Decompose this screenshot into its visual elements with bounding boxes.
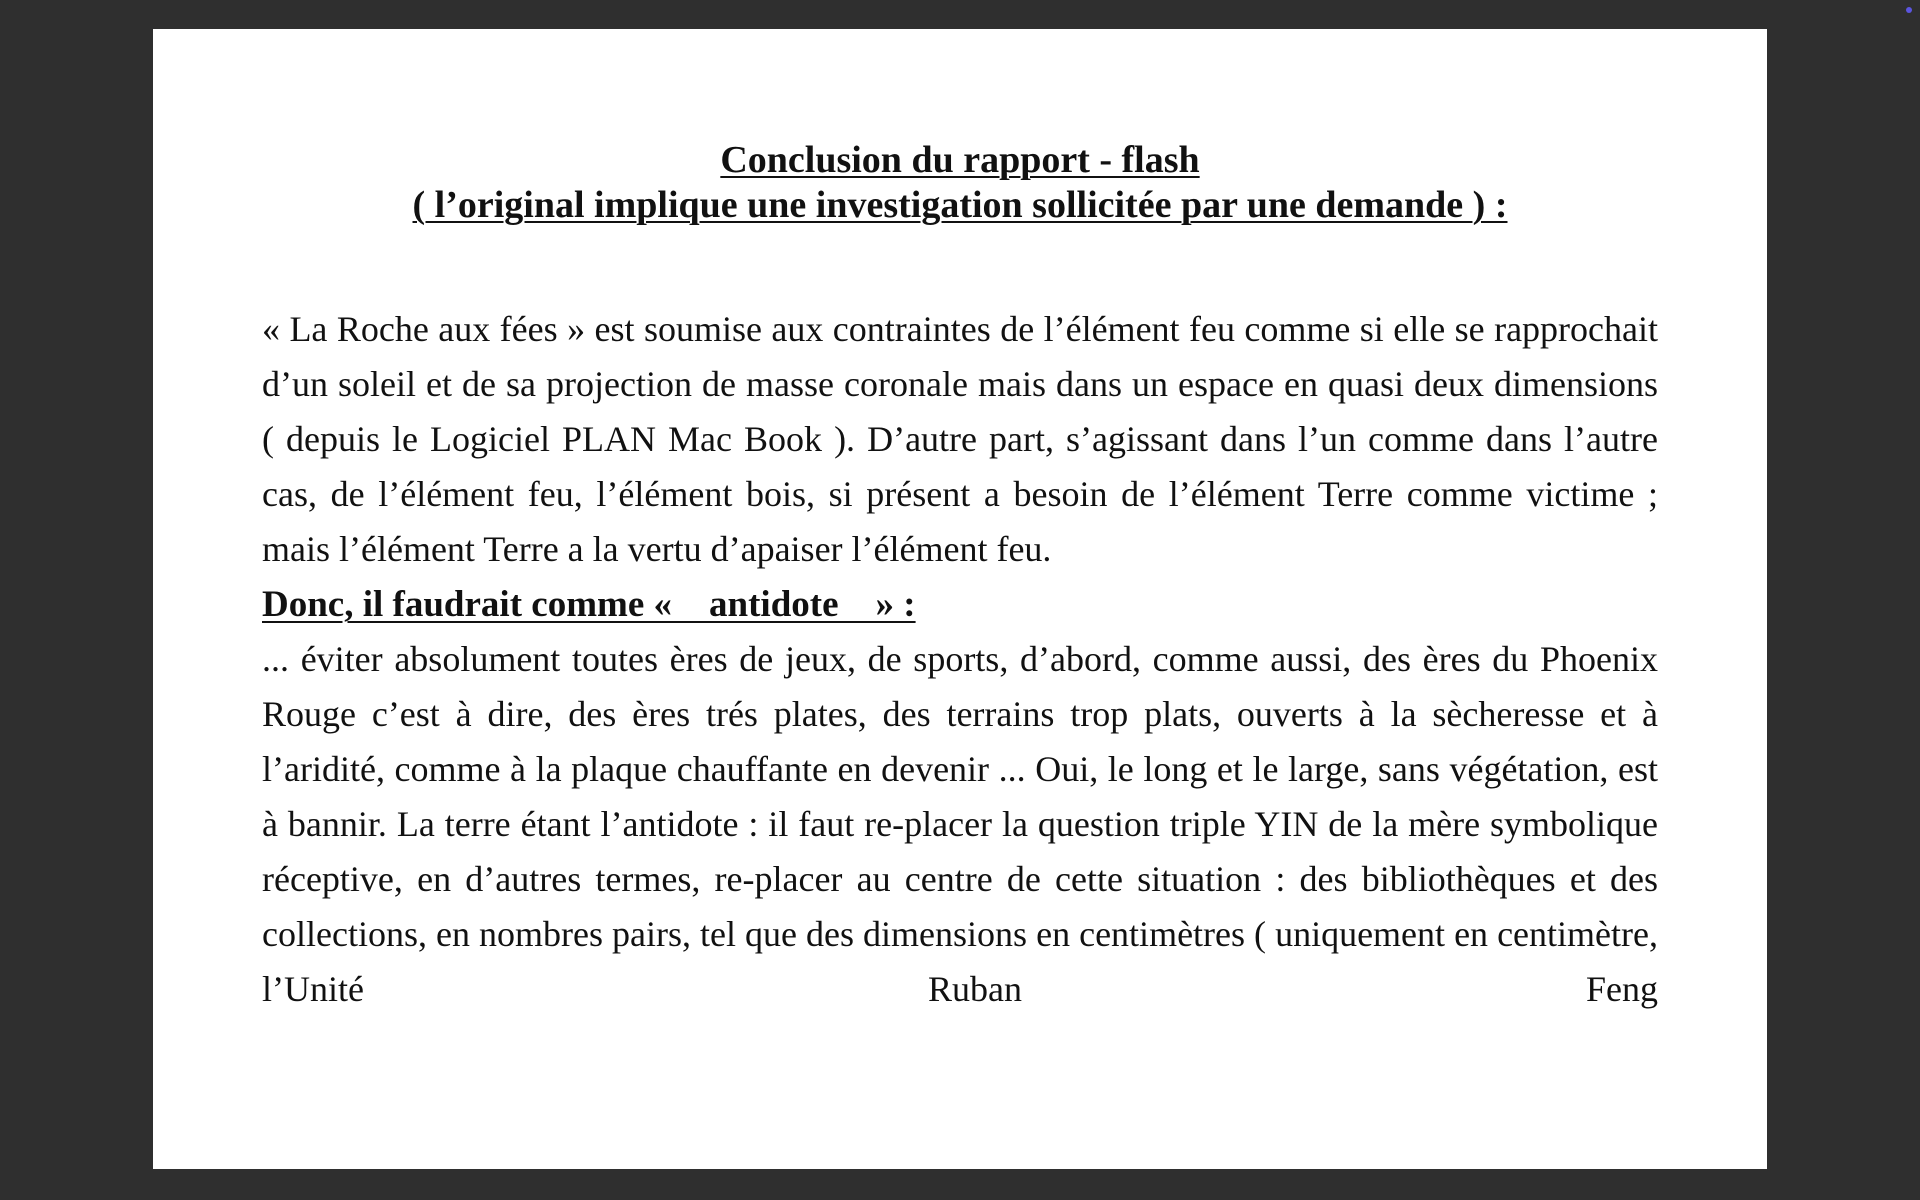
- document-body: [262, 302, 1658, 1017]
- document-title: [153, 138, 1767, 228]
- title-line-2: ( l’original implique une investigation sollicitée par une demande ) :: [412, 184, 1508, 226]
- paragraph-2: ... éviter absolument toutes ères de jeux, de sports, d’abord, comme aussi, des ères du Phoenix Rouge c’est à dire, des ères trés plates, des terrains trop plats, ouverts à la sècheresse et à l’aridité, comme à la plaque chauffante en devenir ... Oui, le long et le large, sans végétation, est à bannir. La terre étant l’antidote : il faut re-placer la question triple YIN de la mère symbolique réceptive, en d’autres termes, re-placer au centre de cette situation : des bibliothèques et des collections, en nombres pairs, tel que des dimensions en centimètres ( uniquement en centimètre, l’Unité Ruban Feng: [262, 639, 1658, 1009]
- title-line-1: Conclusion du rapport - flash: [720, 139, 1200, 181]
- section-heading: Donc, il faudrait comme « antidote » :: [262, 584, 916, 625]
- document-page: [153, 29, 1767, 1169]
- status-dot-icon: [1906, 7, 1912, 13]
- paragraph-1: « La Roche aux fées » est soumise aux contraintes de l’élément feu comme si elle se rapprochait d’un soleil et de sa projection de masse coronale mais dans un espace en quasi deux dimensions ( depuis le Logiciel PLAN Mac Book ). D’autre part, s’agissant dans l’un comme dans l’autre cas, de l’élément feu, l’élément bois, si présent a besoin de l’élément Terre comme victime ; mais l’élément Terre a la vertu d’apaiser l’élément feu.: [262, 309, 1658, 569]
